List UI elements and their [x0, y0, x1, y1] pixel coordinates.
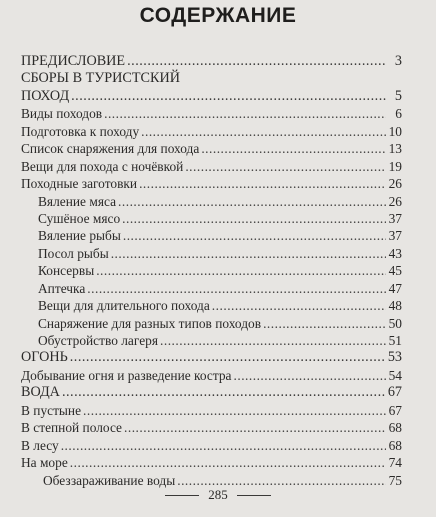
dot-leader	[87, 280, 386, 297]
dot-leader	[123, 227, 386, 244]
toc-entry-page: 68	[388, 437, 402, 453]
toc-entry	[21, 88, 402, 105]
toc-entry-page: 50	[388, 315, 402, 331]
dot-leader	[141, 123, 386, 140]
toc-entry	[21, 437, 402, 454]
page-number: 285	[208, 487, 228, 502]
toc-entry-title: Сушёное мясо	[38, 210, 121, 226]
page-footer	[0, 487, 436, 503]
toc-entry	[21, 175, 402, 192]
toc-entry-page: 68	[388, 420, 402, 436]
toc-entry	[21, 262, 402, 279]
toc-entry-title: ОГОНЬ	[21, 349, 68, 366]
toc-entry-page: 5	[394, 87, 402, 104]
toc-entry	[21, 367, 402, 384]
dot-leader	[96, 262, 386, 279]
toc-entry-title: В пустыне	[21, 402, 82, 418]
toc-entry	[21, 297, 402, 314]
toc-entry-page: 26	[388, 193, 402, 209]
page-title: СОДЕРЖАНИЕ	[139, 4, 297, 27]
toc-entry	[21, 332, 402, 349]
toc-entry	[21, 210, 402, 227]
toc-entry-title: Добывание огня и разведение костра	[21, 367, 232, 383]
toc-entry	[21, 140, 402, 157]
toc-entry-title: Консервы	[38, 263, 95, 279]
dot-leader	[61, 437, 386, 454]
toc-entry-title: Подготовка к походу	[21, 123, 140, 139]
toc-entry-title: Вяление рыбы	[38, 228, 121, 244]
toc-entry-title: Походные заготовки	[21, 176, 138, 192]
dot-leader	[62, 384, 386, 401]
toc-entry	[21, 419, 402, 436]
toc-entry-title: Аптечка	[38, 280, 86, 296]
toc-entry-title: Вещи для похода с ночёвкой	[21, 158, 184, 174]
toc-entry-title: ПРЕДИСЛОВИЕ	[21, 53, 126, 69]
toc-entry-page: 54	[388, 367, 402, 383]
toc-entry-page: 6	[395, 106, 402, 122]
toc-entry-page: 26	[388, 176, 402, 192]
toc-entry	[21, 105, 402, 122]
dot-leader	[104, 105, 386, 122]
dot-leader	[83, 402, 386, 419]
toc-entry	[21, 123, 402, 140]
toc-entry-title: Вяление мяса	[38, 193, 117, 209]
dot-leader	[177, 472, 386, 489]
dot-leader	[212, 297, 386, 314]
dot-leader	[160, 332, 386, 349]
toc-entry-title: Обустройство лагеря	[38, 333, 158, 348]
toc-entry-title: Список снаряжения для похода	[21, 141, 200, 157]
dot-leader	[201, 140, 386, 157]
toc-entry	[21, 227, 402, 244]
toc-entry-page: 45	[388, 263, 402, 279]
toc-entry	[21, 315, 402, 332]
toc-entry-title: Виды походов	[21, 106, 103, 122]
toc-entry-page: 53	[387, 349, 402, 366]
toc-entry-title: ВОДА	[21, 384, 60, 401]
toc-entry	[21, 245, 402, 262]
toc-entry	[21, 402, 402, 419]
toc-entry-page: 67	[387, 384, 402, 401]
toc-entry-title: Снаряжение для разных типов походов	[38, 315, 262, 331]
footer-rule-left	[165, 495, 199, 496]
toc-entry-title: Вещи для длительного похода	[38, 298, 210, 314]
toc-entry-title: ПОХОД	[21, 87, 70, 104]
toc-entry-page: 10	[388, 123, 402, 139]
dot-leader	[70, 454, 386, 471]
toc-entry-page: 3	[394, 53, 402, 69]
toc-entry-title: Посол рыбы	[38, 245, 109, 261]
toc-entry	[21, 280, 402, 297]
toc-entry-page: 75	[388, 472, 402, 488]
dot-leader	[71, 88, 386, 105]
footer-rule-right	[237, 495, 271, 496]
dot-leader	[263, 315, 386, 332]
toc-entry-title: СБОРЫ В ТУРИСТСКИЙ	[21, 70, 180, 87]
toc-entry-page: 37	[388, 228, 402, 244]
toc-entry-page: 51	[388, 333, 402, 348]
toc-entry-title: На море	[21, 455, 68, 471]
dot-leader	[234, 367, 387, 384]
toc-entry-page: 67	[388, 402, 402, 418]
toc-entry	[21, 454, 402, 471]
toc-entry-page: 37	[388, 210, 402, 226]
dot-leader	[122, 210, 386, 227]
toc-entry-page: 47	[388, 280, 402, 296]
dot-leader	[111, 245, 386, 262]
toc-entry-title: В лесу	[21, 437, 59, 453]
toc-entry-title: В степной полосе	[21, 420, 123, 436]
toc-entry-title: Обеззараживание воды	[43, 472, 176, 488]
toc-entry-page: 43	[388, 245, 402, 261]
dot-leader	[185, 158, 386, 175]
dot-leader	[127, 53, 386, 70]
dot-leader	[70, 349, 386, 366]
toc-entry-page: 74	[388, 455, 402, 471]
toc-entry-page: 13	[388, 141, 402, 157]
dot-leader	[124, 419, 386, 436]
toc-entry	[21, 384, 402, 401]
toc-entry	[21, 193, 402, 210]
toc-entry	[21, 70, 402, 87]
toc-entry	[21, 53, 402, 70]
toc-entry-page: 48	[388, 298, 402, 314]
dot-leader	[139, 175, 386, 192]
table-of-contents	[21, 53, 402, 489]
toc-entry	[21, 349, 402, 366]
toc-entry	[21, 158, 402, 175]
dot-leader	[118, 193, 386, 210]
toc-entry-page: 19	[388, 158, 402, 174]
